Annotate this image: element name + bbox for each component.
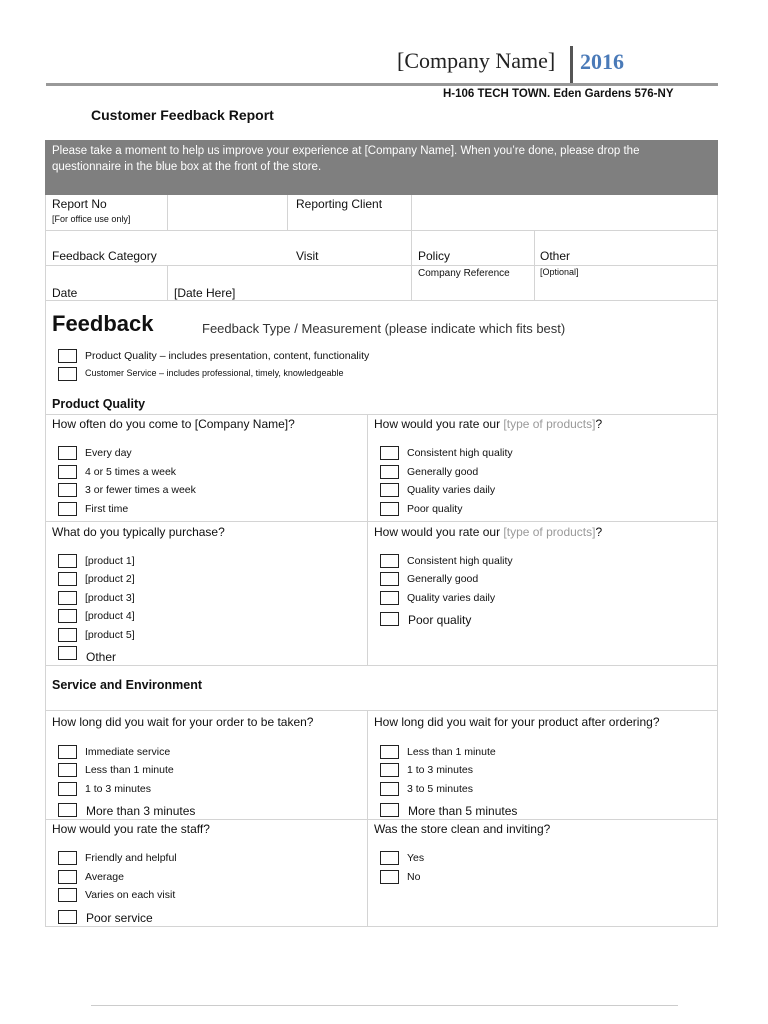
option-label: [product 4] — [85, 610, 135, 622]
customer-service-type-checkbox[interactable] — [58, 367, 77, 381]
option-checkbox[interactable] — [58, 745, 77, 759]
product-type-placeholder: [type of products] — [503, 417, 596, 431]
option-checkbox[interactable] — [380, 612, 399, 626]
col-divider — [167, 195, 168, 230]
option-checkbox[interactable] — [380, 502, 399, 516]
row-divider — [45, 521, 718, 522]
option-label: Friendly and helpful — [85, 852, 177, 864]
option-checkbox[interactable] — [380, 745, 399, 759]
feedback-type-label: Product Quality – includes presentation, content, functionality — [85, 350, 370, 362]
question-order-wait: How long did you wait for your order to be taken? — [52, 715, 314, 729]
feedback-category-label: Feedback Category — [52, 249, 157, 263]
option-checkbox[interactable] — [58, 910, 77, 924]
report-no-label: Report No — [52, 197, 107, 211]
option-label: Other — [86, 650, 117, 664]
service-heading: Service and Environment — [52, 678, 203, 692]
option-checkbox[interactable] — [58, 803, 77, 817]
report-year: 2016 — [580, 49, 624, 74]
option-label: 1 to 3 minutes — [407, 764, 473, 776]
option-checkbox[interactable] — [380, 591, 399, 605]
option-label: Less than 1 minute — [407, 746, 496, 758]
option-label: Less than 1 minute — [85, 764, 174, 776]
question-suffix: ? — [595, 525, 603, 539]
option-label: Generally good — [407, 573, 479, 585]
option-checkbox[interactable] — [58, 763, 77, 777]
option-checkbox[interactable] — [380, 851, 399, 865]
option-checkbox[interactable] — [380, 870, 399, 884]
option-label: 1 to 3 minutes — [85, 783, 151, 795]
option-label: [product 1] — [85, 555, 135, 567]
option-checkbox[interactable] — [380, 465, 399, 479]
option-label: Every day — [85, 447, 132, 459]
row-divider — [45, 265, 718, 266]
option-label: Consistent high quality — [407, 447, 513, 459]
option-checkbox[interactable] — [380, 554, 399, 568]
option-label: [product 2] — [85, 573, 135, 585]
option-checkbox[interactable] — [58, 591, 77, 605]
option-checkbox[interactable] — [58, 502, 77, 516]
table-border-right — [717, 195, 718, 927]
option-checkbox[interactable] — [58, 646, 77, 660]
instructions-banner: Please take a moment to help us improve your experience at [Company Name]. When you’re done, please drop the questionnaire in the blue box at the front of the store. — [45, 140, 718, 195]
question-prefix: How would you rate our — [374, 417, 504, 431]
option-label: Poor service — [86, 911, 153, 925]
question-product-rating-2 — [374, 525, 602, 539]
product-type-placeholder: [type of products] — [503, 525, 596, 539]
option-label: Generally good — [407, 466, 479, 478]
company-reference-label: Company Reference — [418, 268, 510, 279]
option-label: Poor quality — [408, 613, 472, 627]
option-label: No — [407, 871, 421, 883]
date-label: Date — [52, 286, 78, 300]
option-checkbox[interactable] — [58, 870, 77, 884]
header-divider — [570, 46, 573, 84]
option-checkbox[interactable] — [58, 554, 77, 568]
row-divider — [45, 926, 718, 927]
option-checkbox[interactable] — [58, 446, 77, 460]
option-label: Average — [85, 871, 124, 883]
option-checkbox[interactable] — [380, 803, 399, 817]
option-checkbox[interactable] — [58, 572, 77, 586]
question-staff-rating: How would you rate the staff? — [52, 822, 210, 836]
option-label: First time — [85, 503, 129, 515]
col-divider — [167, 265, 168, 300]
option-checkbox[interactable] — [58, 465, 77, 479]
company-name: [Company Name] — [397, 48, 556, 73]
col-divider — [411, 195, 412, 300]
feedback-heading: Feedback — [52, 311, 154, 336]
option-checkbox[interactable] — [58, 609, 77, 623]
col-divider — [367, 710, 368, 926]
product-quality-heading: Product Quality — [52, 397, 146, 411]
option-checkbox[interactable] — [380, 782, 399, 796]
option-checkbox[interactable] — [380, 572, 399, 586]
row-divider — [45, 819, 718, 820]
row-divider — [45, 230, 718, 231]
question-suffix: ? — [595, 417, 603, 431]
page-title: Customer Feedback Report — [91, 107, 274, 123]
option-label: 3 to 5 minutes — [407, 783, 473, 795]
other-label: Other — [540, 249, 571, 263]
option-checkbox[interactable] — [58, 888, 77, 902]
question-product-wait: How long did you wait for your product after ordering? — [374, 715, 660, 729]
row-divider — [45, 414, 718, 415]
option-label: [product 3] — [85, 592, 135, 604]
feedback-type-label: Customer Service – includes professional, timely, knowledgeable — [85, 368, 344, 378]
option-checkbox[interactable] — [380, 483, 399, 497]
option-checkbox[interactable] — [380, 446, 399, 460]
footer-rule — [91, 1005, 678, 1006]
question-prefix: How would you rate our — [374, 525, 504, 539]
option-label: Quality varies daily — [407, 484, 496, 496]
question-store-clean: Was the store clean and inviting? — [374, 822, 551, 836]
option-label: More than 5 minutes — [408, 804, 518, 818]
option-label: Immediate service — [85, 746, 171, 758]
policy-label: Policy — [418, 249, 451, 263]
option-label: More than 3 minutes — [86, 804, 196, 818]
visit-label: Visit — [296, 249, 319, 263]
option-checkbox[interactable] — [58, 851, 77, 865]
report-no-note: [For office use only] — [52, 214, 131, 224]
option-checkbox[interactable] — [380, 763, 399, 777]
option-label: Yes — [407, 852, 425, 864]
table-border-left — [45, 195, 46, 927]
question-typical-purchase: What do you typically purchase? — [52, 525, 225, 539]
option-checkbox[interactable] — [58, 483, 77, 497]
option-label: [product 5] — [85, 629, 135, 641]
col-divider — [367, 414, 368, 665]
question-visit-frequency: How often do you come to [Company Name]? — [52, 417, 295, 431]
option-label: Poor quality — [407, 503, 463, 515]
option-label: 4 or 5 times a week — [85, 466, 177, 478]
col-divider — [287, 195, 288, 230]
row-divider — [45, 710, 718, 711]
row-divider — [45, 665, 718, 666]
header-rule — [46, 83, 718, 86]
option-label: Consistent high quality — [407, 555, 513, 567]
product-quality-type-checkbox[interactable] — [58, 349, 77, 363]
company-address: H-106 TECH TOWN. Eden Gardens 576-NY — [443, 88, 674, 100]
optional-note: [Optional] — [540, 267, 579, 277]
question-product-rating — [374, 417, 602, 431]
col-divider — [534, 230, 535, 300]
option-checkbox[interactable] — [58, 628, 77, 642]
option-checkbox[interactable] — [58, 782, 77, 796]
reporting-client-label: Reporting Client — [296, 197, 383, 211]
option-label: 3 or fewer times a week — [85, 484, 196, 496]
feedback-subheading: Feedback Type / Measurement (please indicate which fits best) — [202, 321, 566, 336]
option-label: Quality varies daily — [407, 592, 496, 604]
option-label: Varies on each visit — [85, 889, 176, 901]
date-value[interactable]: [Date Here] — [174, 286, 236, 300]
row-divider — [45, 300, 718, 301]
